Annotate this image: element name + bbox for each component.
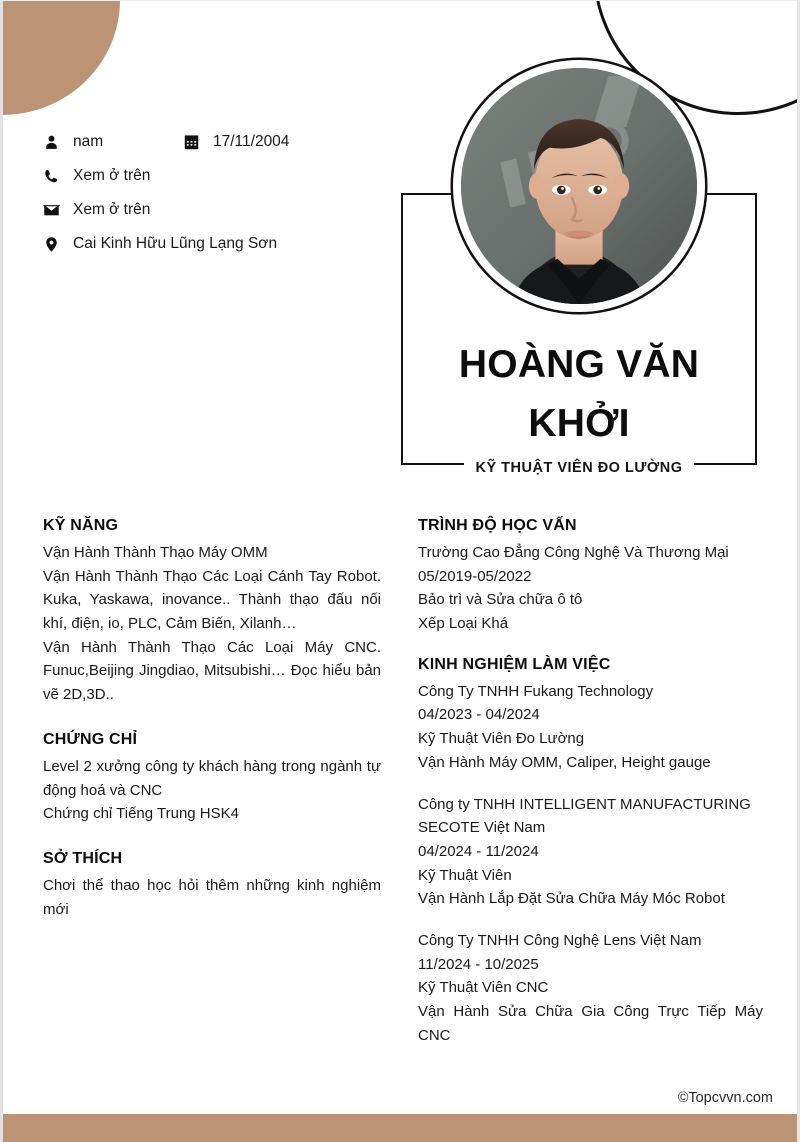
location-pin-icon: [43, 234, 63, 254]
email-value: Xem ở trên: [73, 201, 151, 219]
contact-item-address: [43, 234, 277, 254]
experience-role: Kỹ Thuật Viên CNC: [418, 979, 549, 997]
frame-border-top-left: [401, 193, 459, 195]
experience-company: Công ty TNHH INTELLIGENT MANUFACTURING SECOTE Việt Nam: [418, 795, 751, 837]
education-major: Bảo trì và Sửa chữa ô tô: [418, 591, 583, 609]
skill-line: Vận Hành Thành Thạo Các Loại Máy CNC. Funuc,Beijing Jingdiao, Mitsubishi… Đọc hiểu bản vẽ 2D,3D..: [43, 638, 381, 704]
section-body-certificates: [43, 755, 381, 826]
section-heading-certificates: CHỨNG CHỈ: [43, 730, 138, 748]
contact-row-phone: [43, 159, 393, 193]
section-body-education: [418, 541, 763, 636]
experience-entry: [418, 929, 763, 1047]
contact-row-email: [43, 193, 393, 227]
section-heading-hobbies: SỞ THÍCH: [43, 849, 123, 867]
job-title-text: KỸ THUẬT VIÊN ĐO LƯỜNG: [464, 460, 695, 476]
phone-icon: [43, 166, 63, 186]
section-education: [418, 517, 763, 636]
candidate-name-line1: HOÀNG VĂN: [458, 343, 700, 386]
education-school: Trường Cao Đẳng Công Nghệ Và Thương Mại: [418, 544, 729, 561]
calendar-icon: [183, 132, 203, 152]
section-body-hobbies: [43, 874, 381, 921]
watermark: ©Topcvvn.com: [677, 1090, 773, 1106]
section-skills: [43, 517, 381, 707]
avatar: [453, 60, 705, 312]
experience-period: 04/2024 - 11/2024: [418, 842, 539, 860]
certificate-line: Chứng chỉ Tiếng Trung HSK4: [43, 805, 239, 823]
section-heading-experience: KINH NGHIỆM LÀM VIỆC: [418, 655, 611, 673]
experience-entry: [418, 680, 763, 775]
birthday-value: 17/11/2004: [213, 133, 290, 151]
contact-info-block: [43, 125, 393, 261]
experience-entry: [418, 793, 763, 911]
right-column: [418, 517, 763, 1071]
section-experience: [418, 656, 763, 1048]
contact-item-birthday: [183, 132, 289, 152]
section-body-experience: [418, 680, 763, 1048]
left-column: [43, 517, 381, 945]
contact-row-gender-birthday: [43, 125, 393, 159]
envelope-icon: [43, 200, 63, 220]
experience-duties: Vận Hành Máy OMM, Caliper, Height gauge: [418, 753, 711, 771]
frame-border-top-right: [699, 193, 757, 195]
section-heading-education: TRÌNH ĐỘ HỌC VẤN: [418, 517, 577, 534]
certificate-line: Level 2 xưởng công ty khách hàng trong ngành tự động hoá và CNC: [43, 757, 381, 799]
education-grade: Xếp Loại Khá: [418, 615, 509, 633]
person-icon: [43, 132, 63, 152]
experience-period: 04/2023 - 04/2024: [418, 706, 540, 724]
phone-value: Xem ở trên: [73, 167, 151, 185]
experience-duties: Vận Hành Lắp Đặt Sửa Chữa Máy Móc Robot: [418, 890, 725, 908]
experience-period: 11/2024 - 10/2025: [418, 955, 539, 973]
contact-row-address: [43, 227, 393, 261]
contact-item-email: [43, 200, 150, 220]
gender-value: nam: [73, 133, 104, 151]
portrait-photo: [461, 68, 697, 304]
education-entry: [418, 541, 763, 636]
section-heading-skills: KỸ NĂNG: [43, 517, 119, 534]
hobby-line: Chơi thể thao học hỏi thêm những kinh nghiệm mới: [43, 876, 381, 918]
experience-duties: Vận Hành Sửa Chữa Gia Công Trực Tiếp Máy CNC: [418, 1003, 763, 1044]
address-value: Cai Kinh Hữu Lũng Lạng Sơn: [73, 235, 278, 253]
section-certificates: [43, 731, 381, 826]
top-left-quarter-circle-decoration: [2, 0, 120, 115]
job-title: [401, 460, 757, 476]
candidate-name: [401, 335, 757, 454]
section-hobbies: [43, 850, 381, 921]
education-period: 05/2019-05/2022: [418, 567, 532, 585]
section-body-skills: [43, 541, 381, 707]
experience-role: Kỹ Thuật Viên Đo Lường: [418, 730, 585, 748]
experience-role: Kỹ Thuật Viên: [418, 866, 512, 884]
skill-line: Vận Hành Thành Thạo Các Loại Cánh Tay Robot. Kuka, Yaskawa, inovance.. Thành thạo đấu nối khí, điện, io, PLC, Cảm Biến, Xilanh…: [43, 567, 381, 633]
candidate-name-line2: KHỞI: [528, 402, 630, 446]
experience-company: Công Ty TNHH Fukang Technology: [418, 682, 654, 700]
skill-line: Vận Hành Thành Thạo Máy OMM: [43, 544, 268, 561]
bottom-accent-bar: [3, 1114, 797, 1142]
experience-company: Công Ty TNHH Công Nghệ Lens Việt Nam: [418, 931, 702, 949]
contact-item-phone: [43, 166, 150, 186]
contact-item-gender: [43, 132, 183, 152]
